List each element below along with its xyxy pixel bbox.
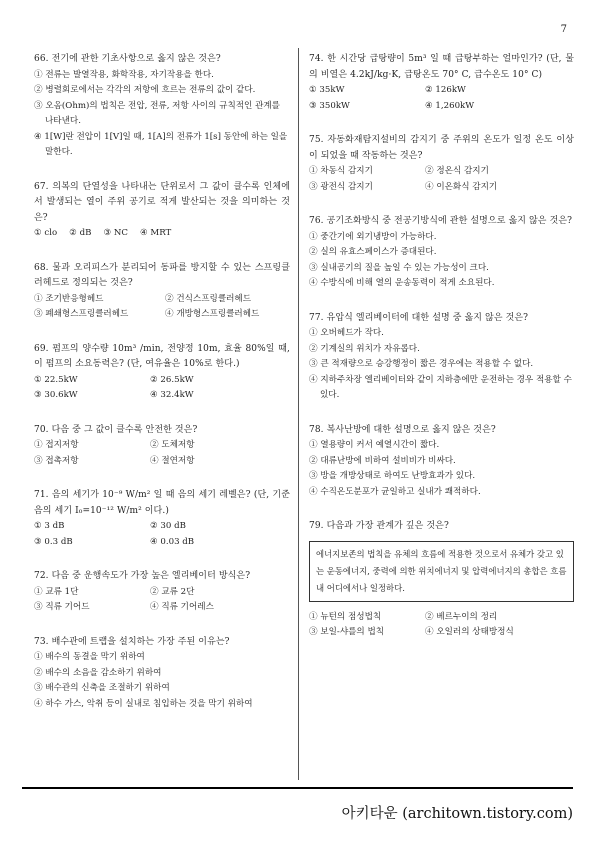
question — [309, 519, 574, 641]
page-number: 7 — [560, 24, 567, 35]
answer-option: ② 건식스프링클러헤드 — [165, 293, 252, 304]
answer-option: ① 열용량이 커서 예열시간이 짧다. — [309, 440, 440, 450]
answer-options — [34, 68, 290, 161]
answer-option: ③ 방을 개방상태로 하여도 난방효과가 있다. — [309, 471, 476, 481]
answer-option: ② 26.5kW — [150, 374, 194, 385]
answer-options — [309, 164, 574, 195]
answer-option: ④ 1,260kW — [425, 100, 475, 111]
answer-option: ④ 이온화식 감지기 — [425, 181, 498, 192]
answer-option: ③ NC — [103, 228, 128, 238]
answer-options — [34, 519, 290, 550]
answer-option: ① 오버헤드가 작다. — [309, 328, 384, 338]
answer-option: ③ 폐쇄형스프링클러헤드 — [34, 309, 129, 319]
question-stem: 67. 의복의 단열성을 나타내는 단위로서 그 값이 클수록 인체에서 발생되는 열이 주위 공기로 적게 발산되는 것을 의미하는 것은? — [34, 181, 290, 223]
answer-options — [309, 438, 574, 500]
answer-option: ① 교류 1단 — [34, 586, 79, 597]
question — [34, 261, 290, 323]
answer-option: ② 도체저항 — [150, 440, 195, 450]
answer-option: ④ 0.03 dB — [150, 536, 195, 547]
question — [34, 180, 290, 242]
question — [34, 423, 290, 470]
answer-option: ① 35kW — [309, 85, 345, 95]
answer-option: ② 기계실의 위치가 자유롭다. — [309, 343, 420, 354]
answer-option: ③ 350kW — [309, 100, 350, 111]
answer-options — [34, 585, 290, 616]
answer-option: ① 접지저항 — [34, 440, 79, 450]
answer-option: ① 차동식 감지기 — [309, 166, 373, 176]
question — [309, 133, 574, 195]
question-stem: 79. 다음과 가장 관계가 깊은 것은? — [309, 521, 449, 531]
question-stem: 77. 유압식 엘리베이터에 대한 설명 중 옳지 않은 것은? — [309, 312, 529, 323]
answer-options — [34, 650, 290, 712]
right-column — [309, 52, 574, 660]
question-stem: 68. 물과 오리피스가 분리되어 동파를 방지할 수 있는 스프링클러헤드로 정의되는 것은? — [34, 262, 290, 288]
answer-option: ① 배수의 동결을 막기 위하여 — [34, 652, 145, 662]
answer-option: ④ 오일러의 상태방정식 — [425, 627, 514, 637]
answer-option: ④ 1[W]란 전압이 1[V]일 때, 1[A]의 전류가 1[s] 동안에 하는 일을 말한다. — [34, 131, 288, 157]
answer-option: ① 중간기에 외기냉방이 가능하다. — [309, 231, 437, 242]
answer-option: ③ 배수관의 신축을 조절하기 위하여 — [34, 683, 170, 693]
answer-option: ① 3 dB — [34, 521, 65, 531]
question-stem: 74. 한 시간당 급탕량이 5m³ 일 때 급탕부하는 얼마인가? (단, 물의 비열은 4.2kJ/kg·K, 급탕온도 70° C, 급수온도 10° C) — [309, 54, 574, 80]
answer-option: ③ 실내공기의 질을 높일 수 있는 가능성이 크다. — [309, 262, 489, 273]
answer-options — [34, 438, 290, 469]
question-stem: 76. 공기조화방식 중 전공기방식에 관한 설명으로 옳지 않은 것은? — [309, 216, 573, 226]
answer-option: ④ 수직온도분포가 균일하고 실내가 쾌적하다. — [309, 486, 481, 497]
answer-options — [309, 610, 574, 641]
question — [309, 214, 574, 292]
question-stem: 78. 복사난방에 대한 설명으로 옳지 않은 것은? — [309, 424, 496, 435]
question — [34, 488, 290, 550]
answer-option: ③ 30.6kW — [34, 390, 78, 400]
answer-option: ② 실의 유효스페이스가 증대된다. — [309, 247, 437, 257]
question-stem: 73. 배수관에 트랩을 설치하는 가장 주된 이유는? — [34, 636, 230, 647]
footer-rule — [22, 787, 573, 789]
question-stem: 69. 펌프의 양수량 10m³ /min, 전양정 10m, 효율 80%일 때, 이 펌프의 소요동력은? (단, 여유율은 10%로 한다.) — [34, 343, 290, 369]
answer-option: ② 126kW — [425, 85, 466, 95]
answer-option: ② dB — [69, 228, 92, 238]
answer-option: ① clo — [34, 228, 58, 238]
answer-option: ② 베르누이의 정리 — [425, 611, 498, 622]
question — [309, 52, 574, 114]
answer-option: ① 전류는 발열작용, 화학작용, 자기작용을 한다. — [34, 69, 214, 80]
question-stem: 70. 다음 중 그 값이 클수록 안전한 것은? — [34, 424, 198, 435]
answer-options — [34, 226, 290, 242]
question-stem: 72. 다음 중 운행속도가 가장 높은 엘리베이터 방식은? — [34, 571, 251, 581]
answer-option: ③ 0.3 dB — [34, 536, 73, 547]
answer-option: ④ 직류 기어레스 — [150, 602, 214, 612]
answer-option: ③ 큰 적재량으로 승강행정이 짧은 경우에는 적용할 수 없다. — [309, 359, 534, 369]
question — [309, 423, 574, 501]
answer-option: ② 정온식 감지기 — [425, 166, 489, 176]
footer-site: 아키타운 (architown.tistory.com) — [341, 806, 573, 822]
left-column — [34, 52, 290, 731]
question — [34, 635, 290, 713]
question-stem: 66. 전기에 관한 기초사항으로 옳지 않은 것은? — [34, 54, 221, 64]
answer-option: ③ 보일-샤를의 법칙 — [309, 627, 385, 637]
answer-option: ③ 광전식 감지기 — [309, 181, 373, 192]
answer-option: ④ MRT — [139, 228, 172, 238]
answer-option: ④ 개방형스프링클러헤드 — [165, 309, 260, 319]
answer-option: ② 배수의 소음을 감소하기 위하여 — [34, 667, 162, 678]
answer-options — [34, 292, 290, 323]
question — [34, 569, 290, 616]
column-divider — [298, 48, 299, 780]
answer-option: ② 교류 2단 — [150, 586, 195, 597]
answer-option: ④ 하수 가스, 악취 등이 실내로 침입하는 것을 막기 위하여 — [34, 698, 253, 709]
answer-options — [34, 373, 290, 404]
answer-option: ③ 직류 기어드 — [34, 602, 90, 612]
answer-option: ② 30 dB — [150, 521, 186, 531]
answer-option: ④ 지하주차장 엘리베이터와 같이 지하층에만 운전하는 경우 적용할 수 있다. — [309, 374, 572, 400]
answer-option: ④ 수방식에 비해 열의 운송동력이 적게 소요된다. — [309, 278, 495, 288]
question — [34, 342, 290, 404]
question-passage-box: 에너지보존의 법칙을 유체의 흐름에 적용한 것으로서 유체가 갖고 있는 운동에너지, 중력에 의한 위치에너지 및 압력에너지의 총합은 흐름 내 어디에서나 일정하다. — [309, 541, 574, 602]
answer-option: ① 22.5kW — [34, 374, 78, 385]
answer-option: ④ 절연저항 — [150, 455, 195, 466]
question — [309, 311, 574, 404]
answer-option: ① 뉴턴의 점성법칙 — [309, 611, 382, 622]
answer-option: ③ 접촉저항 — [34, 455, 79, 466]
answer-options — [309, 230, 574, 292]
answer-option: ④ 32.4kW — [150, 390, 194, 400]
answer-options — [309, 326, 574, 404]
question-stem: 75. 자동화재탐지설비의 감지기 중 주위의 온도가 일정 온도 이상이 되었을 때 작동하는 것은? — [309, 135, 574, 161]
answer-option: ② 병렬회로에서는 각각의 저항에 흐르는 전류의 값이 같다. — [34, 85, 256, 95]
answer-option: ① 조기반응형헤드 — [34, 293, 104, 304]
answer-options — [309, 83, 574, 114]
answer-option: ③ 오옴(Ohm)의 법칙은 전압, 전류, 저항 사이의 규칙적인 관계를 나타낸다. — [34, 100, 280, 126]
question — [34, 52, 290, 161]
question-stem: 71. 음의 세기가 10⁻⁹ W/m² 일 때 음의 세기 레벨은? (단, 기준음의 세기 I₀=10⁻¹² W/m² 이다.) — [34, 490, 290, 516]
answer-option: ② 대류난방에 비하여 설비비가 비싸다. — [309, 455, 456, 466]
